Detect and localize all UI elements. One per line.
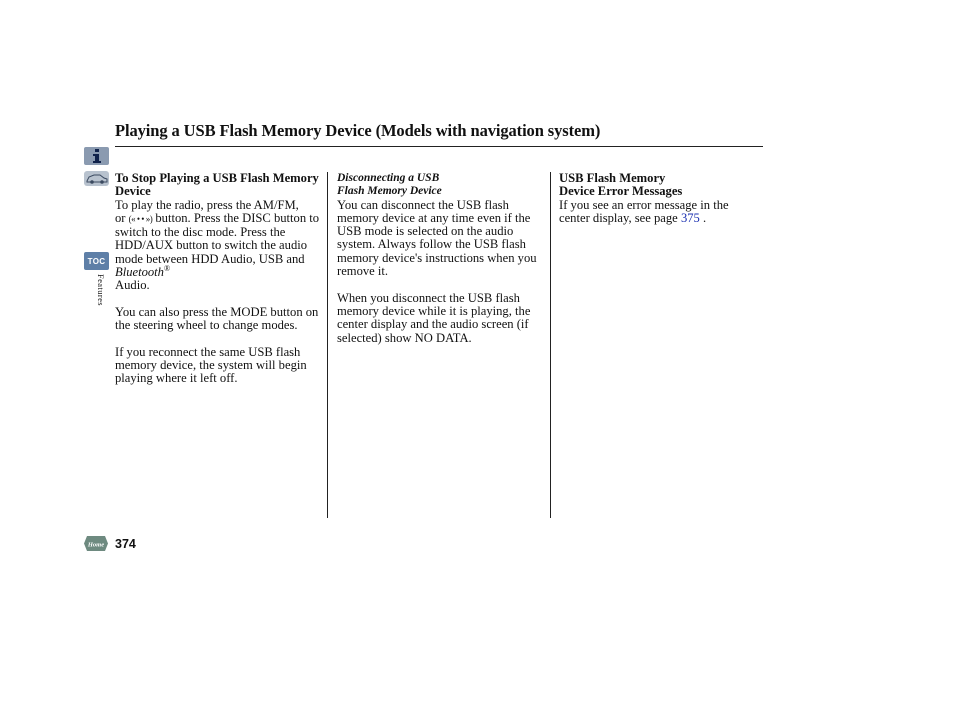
subheading-line: Disconnecting a USB [337,172,440,184]
page-link-375[interactable]: 375 [680,210,700,225]
xm-button-icon: (« • • ») [128,213,153,224]
home-icon[interactable] [83,535,109,552]
page-title: Playing a USB Flash Memory Device (Models with navigation system) [115,121,601,140]
paragraph-error-message [559,199,759,226]
toc-icon[interactable]: TOC [84,252,109,270]
title-divider [115,146,763,147]
paragraph-disconnect-anytime: You can disconnect the USB flash memory device at any time even if the USB mode is selected on the audio system. Always follow the USB flash memory device's instructions when you remove it. [337,197,537,279]
info-glyph [92,149,102,163]
column-disconnecting [337,172,543,345]
column-divider [550,172,551,518]
text-segment: button. Press the DISC button to switch to the disc mode. Press the HDD/AUX button to switch the audio mode between HDD Audio, USB and [115,210,320,266]
heading-error-messages [559,172,759,199]
column-divider [327,172,328,518]
registered-mark: ® [163,263,171,273]
info-icon[interactable] [84,147,109,165]
subheading-line: Flash Memory Device [337,185,442,198]
page-number: 374 [115,537,136,551]
text-segment: . [702,210,707,225]
column-error-messages [559,172,759,225]
home-label: Home [87,541,105,549]
text-segment: or [115,210,126,225]
text-segment: If you see an error message in the center display, see page [559,197,729,225]
column-stop-playing [115,172,321,386]
paragraph-mode-button: You can also press the MODE button on the steering wheel to change modes. [115,304,319,333]
car-glyph [84,171,109,186]
paragraph-play-radio [115,199,321,293]
section-side-label: Features [96,274,106,306]
heading-line: Device Error Messages [559,184,683,199]
heading-line: USB Flash Memory [559,171,666,185]
paragraph-no-data: When you disconnect the USB flash memory device while it is playing, the center display and the audio screen (if selected) show NO DATA. [337,290,531,345]
text-segment: Audio. [115,278,150,293]
heading-stop-playing: To Stop Playing a USB Flash Memory Device [115,171,319,199]
car-icon[interactable] [84,171,109,186]
text-segment: To play the radio, press the AM/FM, [115,197,299,212]
subheading-disconnecting [337,172,543,199]
bluetooth-word: Bluetooth [115,265,164,280]
home-glyph [83,535,109,552]
paragraph-reconnect: If you reconnect the same USB flash memory device, the system will begin playing where it left off. [115,344,307,386]
